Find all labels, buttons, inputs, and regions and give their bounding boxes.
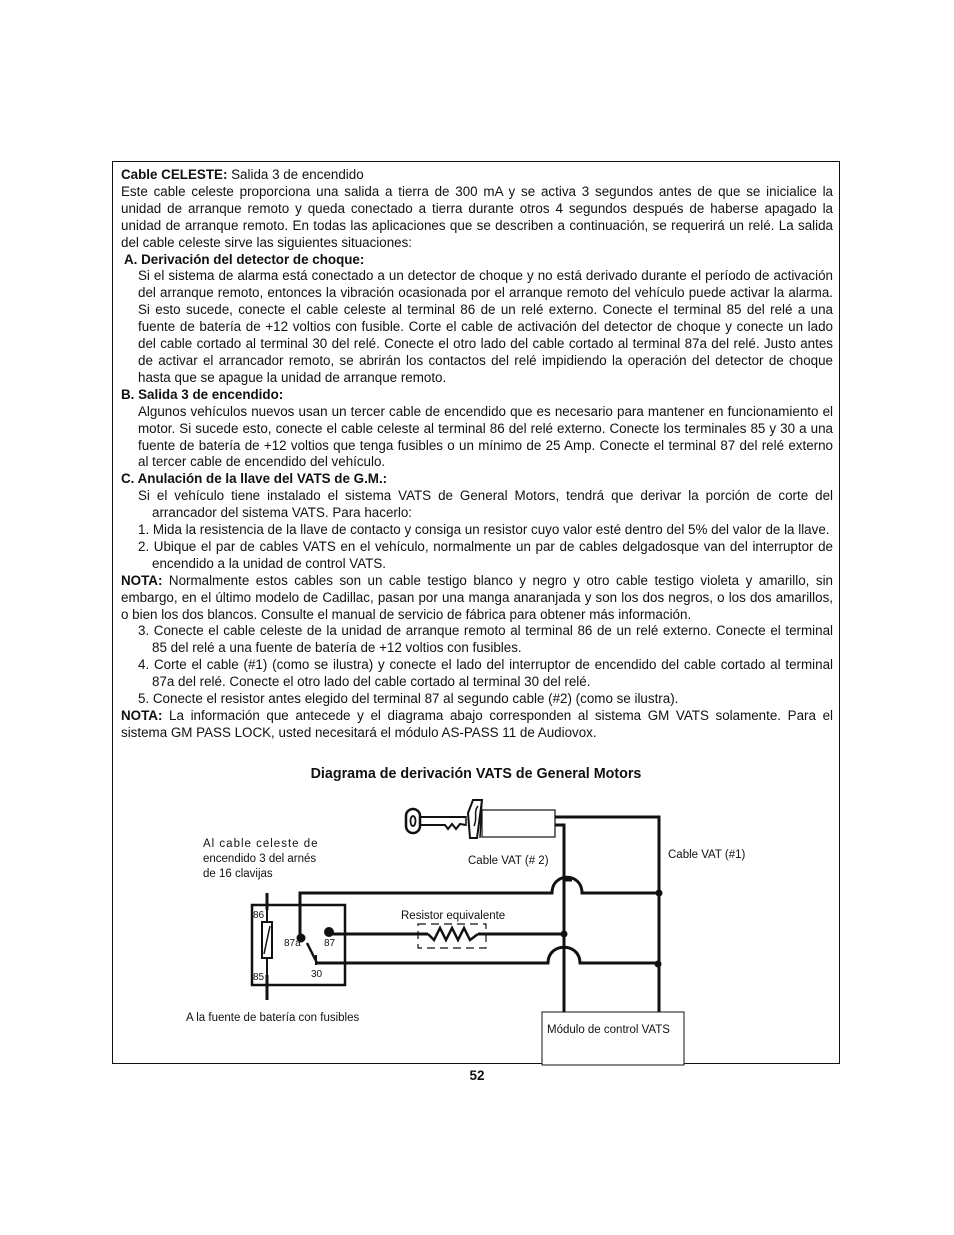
terminal-87: 87: [324, 938, 336, 949]
step-2: 2. Ubique el par de cables VATS en el vehículo, normalmente un par de cables delgadosque van del interruptor de encendido a la unidad de control VATS.: [138, 538, 833, 571]
step-1: 1. Mida la resistencia de la llave de contacto y consiga un resistor cuyo valor esté dentro del 5% del valor de la llave.: [138, 522, 830, 538]
intro-paragraph: Este cable celeste proporciona una salida a tierra de 300 mA y se activa 3 segundos antes de que se inicialice la unidad de arranque remoto y queda conectado a tierra durante otros 4 segundos después de haberse apagado la unidad de arranque remoto. En todas las aplicaciones que se describen a continuación, se requerirá un relé. La salida del cable celeste sirve las siguientes situaciones:: [121, 183, 833, 250]
vat1-wire: [555, 817, 659, 1040]
terminal-85: 85: [253, 972, 265, 983]
section-b-heading: B. Salida 3 de encendido:: [121, 386, 284, 402]
page-number: 52: [469, 1068, 485, 1083]
label-vat1: Cable VAT (#1): [668, 849, 746, 861]
label-battery: A la fuente de batería con fusibles: [186, 1012, 360, 1024]
terminal-86: 86: [253, 910, 265, 921]
diagram-title: Diagrama de derivación VATS de General Motors: [310, 766, 642, 782]
wire-87a: [300, 877, 659, 936]
section-b-text: Algunos vehículos nuevos usan un tercer cable de encendido que es necesario para mantener en funcionamiento el motor. Si sucede esto, conecte el cable celeste al terminal 86 del relé externo. Conecte los terminales 85 y 30 a una fuente de batería de +12 voltios que tenga fusibles o un mínimo de 25 Amp. Conecte el terminal 87 del relé externo al tercer cable de encendido del vehículo.: [138, 403, 833, 470]
step-5: 5. Conecte el resistor antes elegido del terminal 87 al segundo cable (#2) (como se ilustra).: [138, 691, 679, 707]
junction-dot: [655, 961, 662, 968]
label-celeste-2: encendido 3 del arnés: [203, 853, 317, 865]
ignition-key-icon: [406, 800, 555, 838]
wire-30: [315, 947, 659, 963]
step-4: 4. Corte el cable (#1) (como se ilustra) y conecte el lado del interruptor de encendido del cable cortado al terminal 87a del relé. Conecte el otro lado del cable cortado al terminal 30 del relé.: [138, 657, 833, 690]
terminal-30: 30: [311, 969, 323, 980]
section-c-heading: C. Anulación de la llave del VATS de G.M.:: [121, 471, 388, 487]
note-2: NOTA: La información que antecede y el diagrama abajo corresponden al sistema GM VATS solamente. Para el sistema GM PASS LOCK, usted necesitará el módulo AS-PASS 11 de Audiovox.: [121, 708, 833, 740]
junction-dot: [561, 931, 568, 938]
label-celeste-1: Al cable celeste de: [203, 838, 319, 850]
note-1: NOTA: Normalmente estos cables son un cable testigo blanco y negro y otro cable testigo violeta y amarillo, sin embargo, en el último modelo de Cadillac, pasan por una manga anaranjada y son los dos negros, o los dos amarillos, o bien los dos blancos. Consulte el manual de servicio de fábrica para obtener más información.: [121, 572, 833, 622]
label-resistor: Resistor equivalente: [401, 910, 506, 922]
terminal-87a: 87a: [284, 938, 301, 949]
section-a-heading: A. Derivación del detector de choque:: [124, 251, 365, 267]
resistor-icon: [418, 924, 486, 948]
junction-dot: [656, 890, 663, 897]
cable-heading: Cable CELESTE: Salida 3 de encendido: [121, 167, 364, 182]
section-c-text: Si el vehículo tiene instalado el sistema VATS de General Motors, tendrá que derivar la porción de corte del arrancador del sistema VATS. Para hacerlo:: [138, 488, 833, 521]
step-3: 3. Conecte el cable celeste de la unidad de arranque remoto al terminal 86 de un relé externo. Conecte el terminal 85 del relé a una fuente de batería de +12 voltios con fusibles.: [138, 623, 833, 656]
label-module: Módulo de control VATS: [547, 1024, 670, 1036]
label-vat2: Cable VAT (# 2): [468, 855, 549, 867]
vats-module: [542, 1012, 684, 1065]
label-celeste-3: de 16 clavijas: [203, 868, 273, 880]
section-a-text: Si el sistema de alarma está conectado a un detector de choque y no está derivado durante el período de activación del arranque remoto, entonces la vibración ocasionada por el arranque remoto del vehículo puede activar la alarma. Si esto sucede, conecte el cable celeste al terminal 86 de un relé externo. Conecte el terminal 85 del relé a una fuente de batería de +12 voltios con fusible. Corte el cable de activación del detector de choque y conecte un lado del cable cortado al terminal 30 del relé. Conecte el otro lado del cable cortado al terminal 87a del relé. Justo antes de activar el arrancador remoto, se abrirán los contactos del relé impidiendo la operación del detector de choque hasta que se apague la unidad de arranque remoto.: [138, 268, 833, 385]
